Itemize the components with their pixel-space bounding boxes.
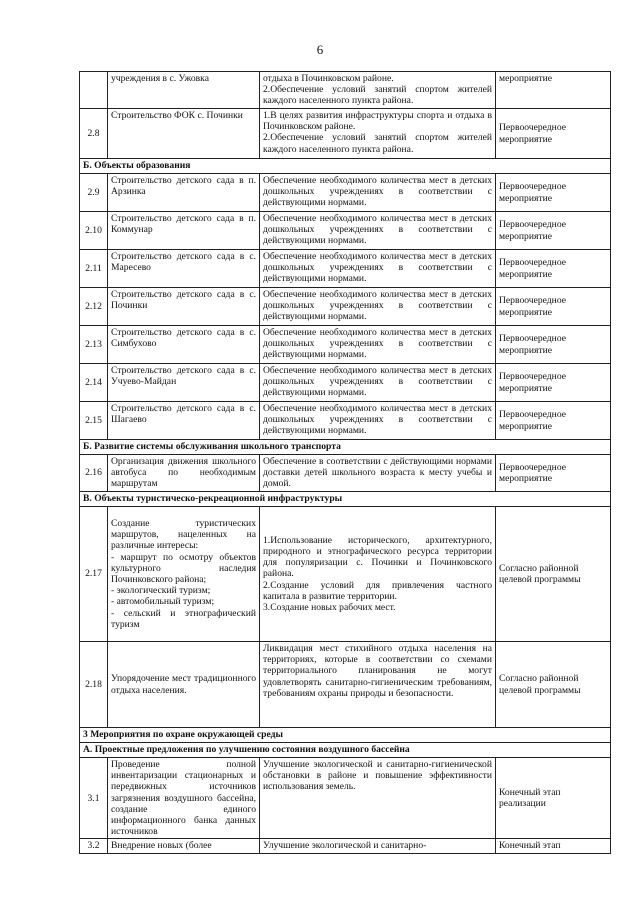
stage-cell: мероприятие bbox=[496, 72, 611, 109]
section-heading: Б. Объекты образования bbox=[80, 159, 611, 174]
item-number: 2.18 bbox=[80, 642, 108, 728]
stage-cell: Конечный этап bbox=[496, 839, 611, 853]
table-row bbox=[80, 507, 611, 642]
item-number: 2.9 bbox=[80, 174, 108, 212]
table-row bbox=[80, 326, 611, 364]
object-cell: Проведение полной инвентаризации стационарных и передвижных источников загрязнения воздушного бассейна, создание единого информационного банка данных источников bbox=[108, 758, 260, 839]
stage-cell: Первоочередное мероприятие bbox=[496, 212, 611, 250]
table-row bbox=[80, 364, 611, 402]
goal-cell: Улучшение экологической и санитарно- bbox=[260, 839, 496, 853]
stage-cell: Первоочередное мероприятие bbox=[496, 364, 611, 402]
table-row bbox=[80, 402, 611, 440]
item-number: 3.1 bbox=[80, 758, 108, 839]
stage-cell: Первоочередное мероприятие bbox=[496, 109, 611, 159]
stage-cell: Согласно районной целевой программы bbox=[496, 507, 611, 642]
item-number: 2.11 bbox=[80, 250, 108, 288]
item-number: 2.13 bbox=[80, 326, 108, 364]
item-number: 2.12 bbox=[80, 288, 108, 326]
item-number: 2.14 bbox=[80, 364, 108, 402]
goal-cell: Обеспечение необходимого количества мест в детских дошкольных учреждениях в соответствии с действующими нормами. bbox=[260, 326, 496, 364]
stage-cell: Первоочередное мероприятие bbox=[496, 250, 611, 288]
object-cell: Строительство детского сада в п. Коммунар bbox=[108, 212, 260, 250]
stage-cell: Первоочередное мероприятие bbox=[496, 455, 611, 492]
object-cell: Строительство детского сада в с. Шагаево bbox=[108, 402, 260, 440]
page-number: 6 bbox=[316, 42, 324, 57]
section-row bbox=[80, 440, 611, 455]
goal-cell: отдыха в Починковском районе. 2.Обеспечение условий занятий спортом жителей каждого населенного пункта района. bbox=[260, 72, 496, 109]
table-row bbox=[80, 72, 611, 109]
section-heading: В. Объекты туристическо-рекреационной инфраструктуры bbox=[80, 492, 611, 507]
section-row bbox=[80, 743, 611, 758]
table-row bbox=[80, 109, 611, 159]
stage-cell: Конечный этап реализации bbox=[496, 758, 611, 839]
section-row bbox=[80, 728, 611, 743]
item-number: 2.15 bbox=[80, 402, 108, 440]
table-row bbox=[80, 288, 611, 326]
table-row bbox=[80, 839, 611, 853]
table-row bbox=[80, 455, 611, 492]
object-cell: Строительство детского сада в с. Учуево-Майдан bbox=[108, 364, 260, 402]
table-row bbox=[80, 642, 611, 728]
section-heading: Б. Развитие системы обслуживания школьного транспорта bbox=[80, 440, 611, 455]
stage-cell: Первоочередное мероприятие bbox=[496, 174, 611, 212]
goal-cell: 1.В целях развития инфраструктуры спорта и отдыха в Починковском районе. 2.Обеспечение условий занятий спортом жителей каждого населенного пункта района. bbox=[260, 109, 496, 159]
object-cell: Строительство детского сада в с. Починки bbox=[108, 288, 260, 326]
object-cell: Создание туристических маршрутов, нацеленных на различные интересы: - маршрут по осмотру объектов культурного наследия Починковского района; - экологический туризм; - автомобильный туризм; - сельский и этнографический туризм bbox=[108, 507, 260, 642]
item-number: 2.10 bbox=[80, 212, 108, 250]
goal-cell: Обеспечение необходимого количества мест в детских дошкольных учреждениях в соответствии с действующими нормами. bbox=[260, 364, 496, 402]
goal-cell: Обеспечение необходимого количества мест в детских дошкольных учреждениях в соответствии с действующими нормами. bbox=[260, 288, 496, 326]
section-heading: 3 Мероприятия по охране окружающей среды bbox=[80, 728, 611, 743]
object-cell: Организация движения школьного автобуса по необходимым маршрутам bbox=[108, 455, 260, 492]
stage-cell: Первоочередное мероприятие bbox=[496, 326, 611, 364]
table-row bbox=[80, 212, 611, 250]
goal-cell: Ликвидация мест стихийного отдыха населения на территориях, которые в соответствии со схемами территориального планирования не могут удовлетворять санитарно-гигиеническим требованиям, требованиям охраны природы и безопасности. bbox=[260, 642, 496, 728]
table-row bbox=[80, 174, 611, 212]
object-cell: Строительство ФОК с. Починки bbox=[108, 109, 260, 159]
object-cell: Строительство детского сада в п. Арзинка bbox=[108, 174, 260, 212]
item-number: 2.17 bbox=[80, 507, 108, 642]
goal-cell: Обеспечение в соответствии с действующими нормами доставки детей школьного возраста к месту учебы и домой. bbox=[260, 455, 496, 492]
goal-cell: Обеспечение необходимого количества мест в детских дошкольных учреждениях в соответствии с действующими нормами. bbox=[260, 212, 496, 250]
table-row bbox=[80, 250, 611, 288]
item-number: 2.16 bbox=[80, 455, 108, 492]
item-number bbox=[80, 72, 108, 109]
section-row bbox=[80, 159, 611, 174]
goal-cell: Обеспечение необходимого количества мест в детских дошкольных учреждениях в соответствии с действующими нормами. bbox=[260, 402, 496, 440]
object-cell: Упорядочение мест традиционного отдыха населения. bbox=[108, 642, 260, 728]
measures-table bbox=[79, 71, 611, 854]
item-number: 2.8 bbox=[80, 109, 108, 159]
section-heading: А. Проектные предложения по улучшению состояния воздушного бассейна bbox=[80, 743, 611, 758]
goal-cell: 1.Использование исторического, архитектурного, природного и этнографического ресурса территории для популяризации с. Починки и Починковского района. 2.Создание условий для привлечения частного капитала в развитие территории. 3.Создание новых рабочих мест. bbox=[260, 507, 496, 642]
stage-cell: Первоочередное мероприятие bbox=[496, 402, 611, 440]
table-row bbox=[80, 758, 611, 839]
object-cell: учреждения в с. Ужовка bbox=[108, 72, 260, 109]
object-cell: Строительство детского сада в с. Симбухово bbox=[108, 326, 260, 364]
goal-cell: Обеспечение необходимого количества мест в детских дошкольных учреждениях в соответствии с действующими нормами. bbox=[260, 250, 496, 288]
object-cell: Внедрение новых (более bbox=[108, 839, 260, 853]
object-cell: Строительство детского сада в с. Маресево bbox=[108, 250, 260, 288]
goal-cell: Улучшение экологической и санитарно-гигиенической обстановки в районе и повышение эффективности использования земель. bbox=[260, 758, 496, 839]
stage-cell: Согласно районной целевой программы bbox=[496, 642, 611, 728]
stage-cell: Первоочередное мероприятие bbox=[496, 288, 611, 326]
section-row bbox=[80, 492, 611, 507]
item-number: 3.2 bbox=[80, 839, 108, 853]
goal-cell: Обеспечение необходимого количества мест в детских дошкольных учреждениях в соответствии с действующими нормами. bbox=[260, 174, 496, 212]
